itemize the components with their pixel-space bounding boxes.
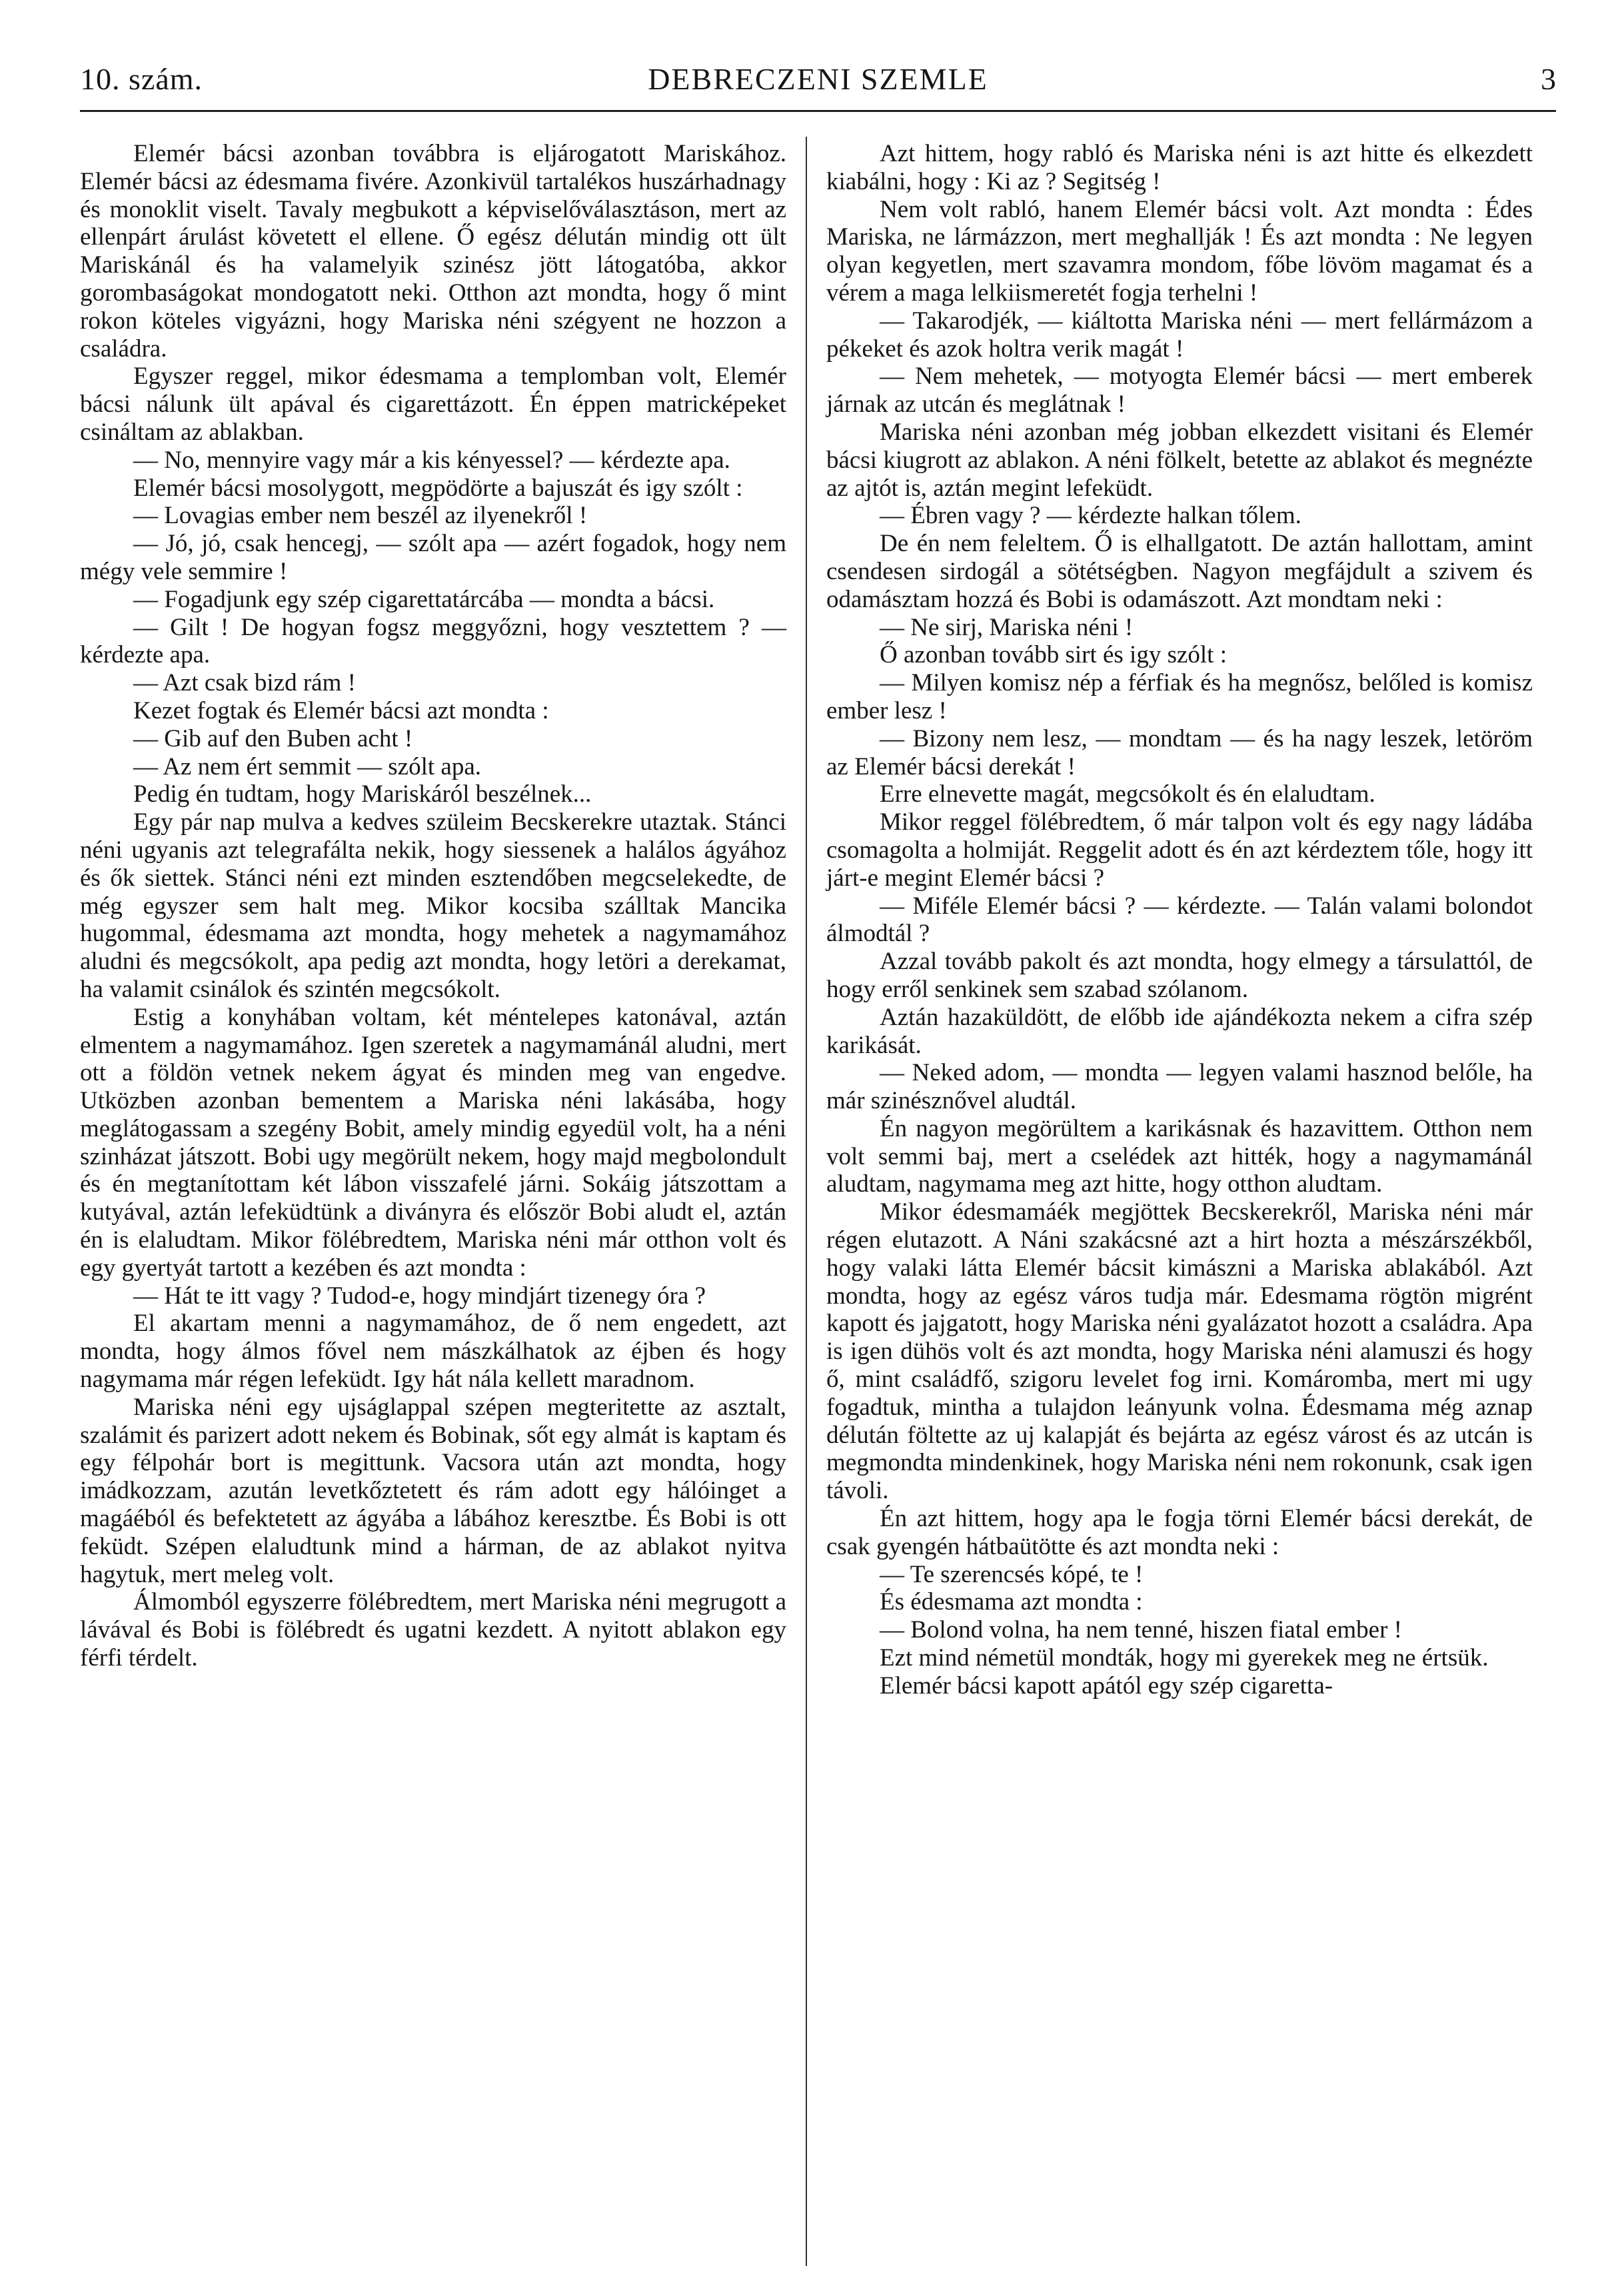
paragraph: Aztán hazaküldött, de előbb ide ajándékozta nekem a cifra szép karikását. [826,1003,1533,1059]
paragraph: — Ne sirj, Mariska néni ! [880,613,1134,641]
paragraph: Én nagyon megörültem a karikásnak és hazavittem. Otthon nem volt semmi baj, mert a cselédek azt hitték, hogy a nagymamánál aludtam, nagymama meg azt hitte, hogy otthon aludtam. [826,1114,1533,1198]
paragraph: — Miféle Elemér bácsi ? — kérdezte. — Talán valami bolondot álmodtál ? [826,892,1533,948]
issue-number: 10. szám. [80,62,203,96]
right-column [826,140,1533,1700]
journal-title: DEBRECZENI SZEMLE [648,62,988,96]
paragraph: Egy pár nap mulva a kedves szüleim Becskerekre utaztak. Stánci néni ugyanis azt telegrafálta nekik, hogy siessenek a halálos ágyához és ők siettek. Stánci néni ezt minden esztendőben megcselekedte, de még egyszer sem halt meg. Mikor kocsiba szálltak Mancika hugommal, édesmama azt mondta, hogy mehetek a nagymamához aludni és megcsókolt, apa pedig azt mondta, hogy letöri a derekamat, ha valamit csinálok és szintén megcsókolt. [80,808,786,1003]
paragraph: — Lovagias ember nem beszél az ilyenekről ! [133,502,588,530]
paragraph: — Hát te itt vagy ? Tudod-e, hogy mindjárt tizenegy óra ? [133,1282,706,1310]
paragraph: Mariska néni azonban még jobban elkezdett visitani és Elemér bácsi kiugrott az ablakon. A néni fölkelt, betette az ablakot és megnézte az ajtót is, aztán megint lefeküdt. [826,418,1533,502]
paragraph: Erre elnevette magát, megcsókolt és én elaludtam. [880,780,1375,808]
paragraph: — Jó, jó, csak hencegj, — szólt apa — azért fogadok, hogy nem mégy vele semmire ! [80,530,786,585]
paragraph: Mikor reggel fölébredtem, ő már talpon volt és egy nagy ládába csomagolta a holmiját. Reggelit adott és én azt kérdeztem tőle, hogy itt járt-e megint Elemér bácsi ? [826,808,1533,892]
paragraph: Estig a konyhában voltam, két méntelepes katonával, aztán elmentem a nagymamához. Igen szeretek a nagymamánál aludni, mert ott a földön vetnek nekem ágyat és minden meg van engedve. Utközben azonban bementem a Mariska néni lakásába, hogy meglátogassam a szegény Bobit, amely mindig egyedül volt, ha a néni szinházat játszott. Bobi ugy megörült nekem, hogy majd megbolondult és én megtanítottam két lábon visszafelé járni. Sokáig játszottam a kutyával, aztán lefeküdtünk a diványra és először Bobi aludt el, aztán én is elaludtam. Mikor fölébredtem, Mariska néni már otthon volt és egy gyertyát tartott a kezében és azt mondta : [80,1003,786,1282]
paragraph: — Neked adom, — mondta — legyen valami hasznod belőle, ha már szinésznővel aludtál. [826,1059,1533,1115]
page-number: 3 [1541,62,1556,96]
paragraph: — Az nem ért semmit — szólt apa. [133,752,481,780]
paragraph: — Takarodjék, — kiáltotta Mariska néni — mert fellármázom a pékeket és azok holtra verik magát ! [826,307,1533,363]
page-header [80,61,1556,113]
paragraph: — Ébren vagy ? — kérdezte halkan tőlem. [880,502,1301,530]
paragraph: — Bizony nem lesz, — mondtam — és ha nagy leszek, letöröm az Elemér bácsi derekát ! [826,724,1533,780]
paragraph: Egyszer reggel, mikor édesmama a templomban volt, Elemér bácsi nálunk ült apával és cigarettázott. Én éppen matricképeket csináltam az ablakban. [80,363,786,446]
paragraph: Elemér bácsi kapott apától egy szép cigaretta- [880,1672,1333,1700]
paragraph: — Gilt ! De hogyan fogsz meggyőzni, hogy vesztettem ? — kérdezte apa. [80,613,786,669]
header-rule [80,110,1556,112]
paragraph: Álmomból egyszerre fölébredtem, mert Mariska néni megrugott a lávával és Bobi is fölébredt és ugatni kezdett. A nyitott ablakon egy férfi térdelt. [80,1588,786,1672]
paragraph: Ezt mind németül mondták, hogy mi gyerekek meg ne értsük. [880,1644,1489,1672]
paragraph: Mariska néni egy ujságlappal szépen megteritette az asztalt, szalámit és parizert adott nekem és Bobinak, sőt egy almát is kaptam és egy félpohár bort is megittunk. Vacsora után azt mondta, hogy imádkozzam, azután levetkőztetett és rám adott egy hálóinget a magáéból és befektetett az ágyába a lábához keresztbe. És Bobi is ott feküdt. Szépen elaludtunk mind a hárman, de az ablakot nyitva hagytuk, mert meleg volt. [80,1393,786,1588]
paragraph: — Bolond volna, ha nem tenné, hiszen fiatal ember ! [880,1616,1402,1644]
column-divider [806,137,807,2266]
paragraph: — Fogadjunk egy szép cigarettatárcába — mondta a bácsi. [133,585,715,613]
paragraph: El akartam menni a nagymamához, de ő nem engedett, azt mondta, hogy álmos fővel nem mászkálhatok az éjben és hogy nagymama már régen lefeküdt. Igy hát nála kellett maradnom. [80,1310,786,1394]
paragraph: Pedig én tudtam, hogy Mariskáról beszélnek... [133,780,592,808]
paragraph: — Milyen komisz nép a férfiak és ha megnősz, belőled is komisz ember lesz ! [826,669,1533,724]
paragraph: — Gib auf den Buben acht ! [133,724,413,752]
left-column [80,140,786,1672]
paragraph: Kezet fogtak és Elemér bácsi azt mondta : [133,696,549,724]
paragraph: Én azt hittem, hogy apa le fogja törni Elemér bácsi derekát, de csak gyengén hátbaütötte és azt mondta neki : [826,1505,1533,1560]
paragraph: De én nem feleltem. Ő is elhallgatott. De aztán hallottam, amint csendesen sirdogál a sötétségben. Nagyon megfájdult a szivem és odamásztam hozzá és Bobi is odamászott. Azt mondtam neki : [826,530,1533,613]
paragraph: Azzal tovább pakolt és azt mondta, hogy elmegy a társulattól, de hogy erről senkinek sem szabad szólanom. [826,948,1533,1003]
paragraph: — Nem mehetek, — motyogta Elemér bácsi — mert emberek járnak az utcán és meglátnak ! [826,363,1533,419]
paragraph: És édesmama azt mondta : [880,1588,1143,1616]
paragraph: Nem volt rabló, hanem Elemér bácsi volt. Azt mondta : Édes Mariska, ne lármázzon, mert meghallják ! És azt mondta : Ne legyen olyan kegyetlen, mert szavamra mondom, főbe lövöm magamat és a vérem a maga lelkiismeretét fogja terhelni ! [826,195,1533,307]
paragraph: — Te szerencsés kópé, te ! [880,1560,1144,1588]
paragraph: Elemér bácsi azonban továbbra is eljárogatott Mariskához. Elemér bácsi az édesmama fivére. Azonkivül tartalékos huszárhadnagy és monoklit viselt. Tavaly megbukott a képviselőválasztáson, mert az ellenpárt árulást követett el ellene. Ő egész délután mindig ott ült Mariskánál és ha valamelyik szinész jött látogatóba, akkor gorombaságokat mondogatott neki. Otthon azt mondta, hogy ő mint rokon köteles vigyázni, hogy Mariska néni szégyent ne hozzon a családra. [80,140,786,363]
paragraph: Mikor édesmamáék megjöttek Becskerekről, Mariska néni már régen elutazott. A Náni szakácsné azt a hirt hozta a mészárszékből, hogy valaki látta Elemér bácsit kimászni a Mariska ablakából. Azt mondta, hogy az egész város tudja már. Edesmama rögtön migrént kapott és jajgatott, hogy Mariska néni gyalázatot hozott a családra. Apa is igen dühös volt és azt mondta, hogy Mariska néni alamuszi és hogy ő, mint családfő, szigoru levelet fog irni. Komáromba, mert mi ugy fogadtuk, mintha a tulajdon leányunk volna. Édesmama még aznap délután föltette az uj kalapját és bejárta az egész várost és az utcán is megmondta mindenkinek, hogy Mariska néni nem rokonunk, csak igen távoli. [826,1198,1533,1505]
paragraph: Elemér bácsi mosolygott, megpödörte a bajuszát és igy szólt : [133,474,743,502]
paragraph: — No, mennyire vagy már a kis kényessel? — kérdezte apa. [133,446,730,474]
paragraph: — Azt csak bizd rám ! [133,669,356,697]
paragraph: Ő azonban tovább sirt és igy szólt : [880,641,1227,669]
paragraph: Azt hittem, hogy rabló és Mariska néni is azt hitte és elkezdett kiabálni, hogy : Ki az ? Segitség ! [826,140,1533,195]
